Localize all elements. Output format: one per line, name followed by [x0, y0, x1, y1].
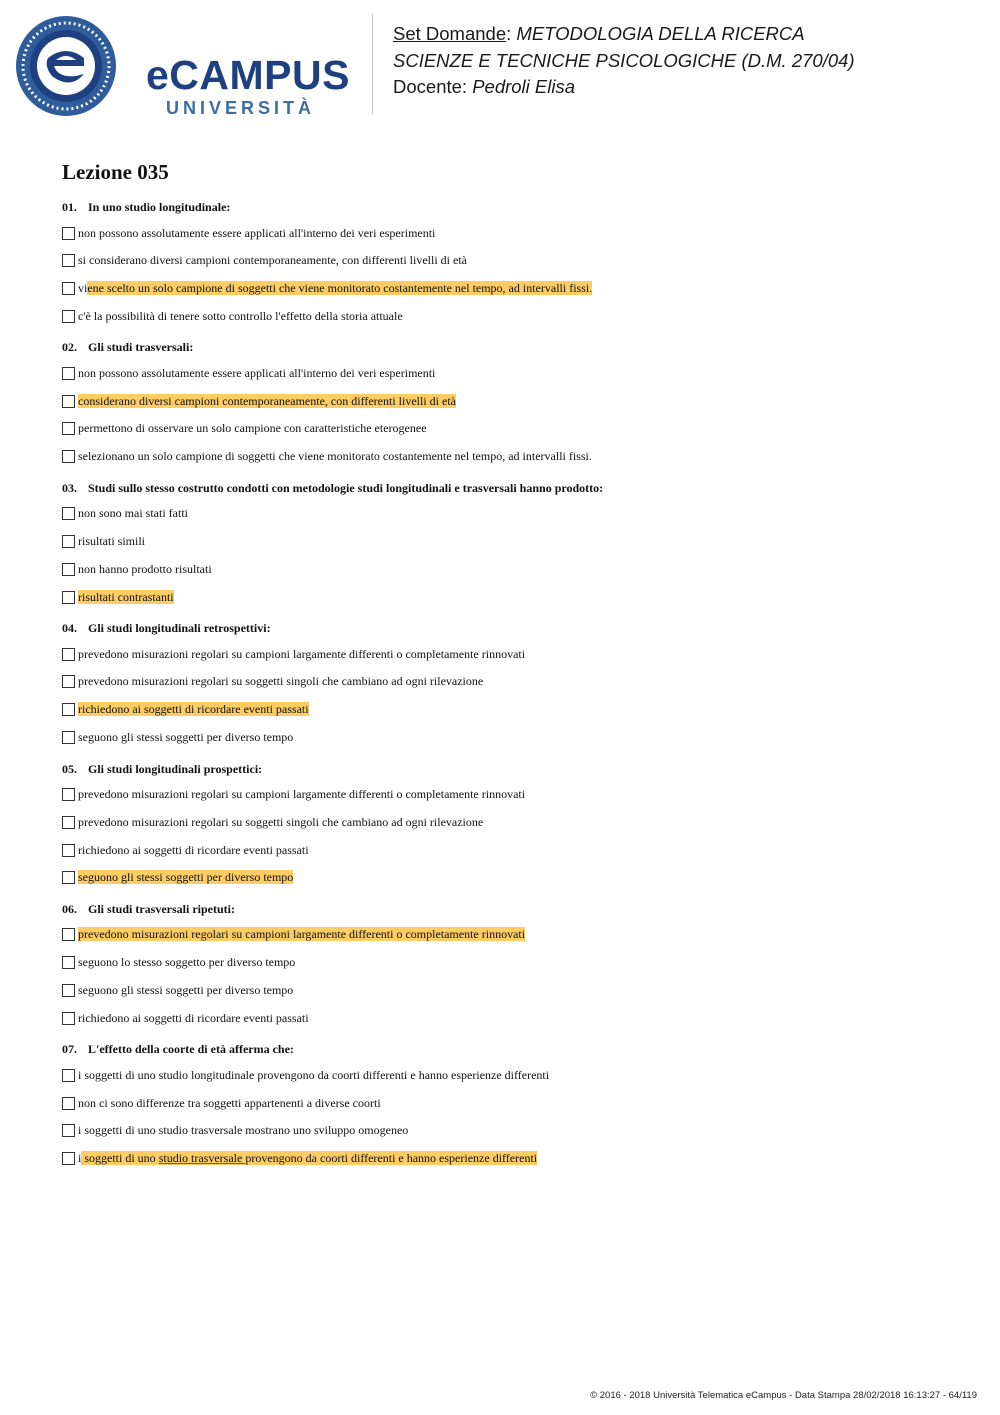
question-number: 07. [62, 1042, 77, 1057]
answer-text-part: richiedono ai soggetti di ricordare eventi passati [78, 1010, 309, 1025]
answer-option[interactable] [62, 730, 962, 746]
highlighted-answer-text: studio trasversale [158, 1151, 246, 1166]
question-text: Gli studi trasversali: [88, 340, 194, 355]
answer-text [78, 843, 309, 858]
question-title [62, 1041, 962, 1057]
answer-option[interactable] [62, 534, 962, 550]
highlighted-answer-text: soggetti di uno [81, 1151, 159, 1166]
answer-text [78, 590, 174, 605]
answer-text [78, 309, 403, 324]
answer-text [78, 647, 525, 662]
answer-text-part: seguono gli stessi soggetti per diverso tempo [78, 983, 294, 998]
highlighted-answer-text: richiedono ai soggetti di ricordare eventi passati [78, 702, 309, 717]
question-block [62, 480, 962, 605]
answer-checkbox[interactable] [62, 928, 75, 941]
question-list [62, 199, 962, 1167]
ecampus-logo [14, 14, 359, 119]
lesson-content [62, 160, 962, 1182]
answer-text [78, 449, 592, 464]
answer-text [78, 730, 293, 745]
answer-option[interactable] [62, 787, 962, 803]
answer-checkbox[interactable] [62, 844, 75, 857]
answer-option[interactable] [62, 646, 962, 662]
highlighted-answer-text: considerano diversi campioni contemporaneamente, con differenti livelli di età [78, 393, 456, 408]
question-number: 03. [62, 480, 77, 495]
answer-checkbox[interactable] [62, 1124, 75, 1137]
answer-text-part: prevedono misurazioni regolari su soggetti singoli che cambiano ad ogni rilevazione [78, 814, 484, 829]
answer-checkbox[interactable] [62, 1012, 75, 1025]
answer-text-part: seguono gli stessi soggetti per diverso tempo [78, 730, 294, 745]
answer-text-part: non sono mai stati fatti [78, 506, 188, 521]
answer-text-part: risultati simili [78, 534, 146, 549]
highlighted-answer-text: ene scelto un solo campione di soggetti che viene monitorato costantemente nel tempo, ad intervalli fissi. [87, 281, 593, 296]
answer-checkbox[interactable] [62, 591, 75, 604]
answer-option[interactable] [62, 561, 962, 577]
question-text: Gli studi longitudinali retrospettivi: [88, 621, 271, 636]
answer-checkbox[interactable] [62, 956, 75, 969]
answer-checkbox[interactable] [62, 788, 75, 801]
answer-checkbox[interactable] [62, 816, 75, 829]
answer-checkbox[interactable] [62, 367, 75, 380]
answer-checkbox[interactable] [62, 1097, 75, 1110]
answer-option[interactable] [62, 674, 962, 690]
answer-option[interactable] [62, 983, 962, 999]
answer-checkbox[interactable] [62, 422, 75, 435]
answer-text-part: selezionano un solo campione di soggetti che viene monitorato costantemente nel tempo, ad intervalli fissi. [78, 449, 592, 464]
answer-text [78, 702, 309, 717]
header-divider [372, 14, 373, 114]
docente-name: Pedroli Elisa [472, 76, 576, 97]
answer-text-part: non possono assolutamente essere applicati all'interno dei veri esperimenti [78, 225, 436, 240]
answer-checkbox[interactable] [62, 675, 75, 688]
answer-checkbox[interactable] [62, 310, 75, 323]
question-block [62, 199, 962, 324]
course-title: METODOLOGIA DELLA RICERCA [516, 23, 805, 44]
answer-text-part: prevedono misurazioni regolari su soggetti singoli che cambiano ad ogni rilevazione [78, 674, 484, 689]
answer-option[interactable] [62, 1095, 962, 1111]
answer-checkbox[interactable] [62, 227, 75, 240]
answer-text-part: non possono assolutamente essere applicati all'interno dei veri esperimenti [78, 365, 436, 380]
answer-option[interactable] [62, 955, 962, 971]
question-text: In uno studio longitudinale: [88, 200, 231, 214]
answer-option[interactable] [62, 393, 962, 409]
set-label: Set Domande [393, 23, 507, 44]
answer-checkbox[interactable] [62, 648, 75, 661]
answer-text [78, 1068, 549, 1083]
answer-text [78, 281, 592, 296]
answer-text [78, 955, 295, 970]
answer-option[interactable] [62, 1151, 962, 1167]
answer-checkbox[interactable] [62, 731, 75, 744]
question-title [62, 620, 962, 636]
answer-option[interactable] [62, 253, 962, 269]
answer-option[interactable] [62, 589, 962, 605]
answer-option[interactable] [62, 421, 962, 437]
answer-checkbox[interactable] [62, 871, 75, 884]
answer-text [78, 983, 293, 998]
answer-text [78, 562, 212, 577]
answer-option[interactable] [62, 365, 962, 381]
answer-text [78, 815, 483, 830]
answer-text-part: richiedono ai soggetti di ricordare eventi passati [78, 842, 309, 857]
question-number: 06. [62, 901, 77, 916]
answer-option[interactable] [62, 449, 962, 465]
answer-text-part: vi [78, 281, 88, 296]
question-title [62, 339, 962, 355]
question-text: Gli studi longitudinali prospettici: [88, 761, 263, 776]
answer-checkbox[interactable] [62, 703, 75, 716]
answer-option[interactable] [62, 1067, 962, 1083]
answer-text-part: prevedono misurazioni regolari su campioni largamente differenti o completamente rinnovati [78, 787, 526, 802]
answer-text-part: si considerano diversi campioni contemporaneamente, con differenti livelli di età [78, 253, 467, 268]
answer-text-part: non hanno prodotto risultati [78, 561, 212, 576]
question-number: 01. [62, 200, 77, 214]
question-number: 02. [62, 340, 77, 355]
answer-text [78, 1096, 381, 1111]
question-title [62, 901, 962, 917]
highlighted-answer-text: prevedono misurazioni regolari su campioni largamente differenti o completamente rinnovati [78, 927, 526, 942]
question-block [62, 339, 962, 464]
answer-checkbox[interactable] [62, 984, 75, 997]
highlighted-answer-text: risultati contrastanti [78, 589, 174, 604]
answer-checkbox[interactable] [62, 535, 75, 548]
answer-text [78, 253, 467, 268]
answer-option[interactable] [62, 927, 962, 943]
answer-text [78, 1151, 537, 1166]
answer-option[interactable] [62, 814, 962, 830]
page-footer: © 2016 - 2018 Università Telematica eCampus - Data Stampa 28/02/2018 16:13:27 - 64/119 [590, 1390, 977, 1401]
answer-text [78, 1123, 408, 1138]
docente-label: Docente: [393, 76, 468, 97]
highlighted-answer-text: seguono gli stessi soggetti per diverso tempo [78, 870, 294, 885]
answer-text [78, 674, 483, 689]
answer-text [78, 394, 456, 409]
answer-text [78, 870, 293, 885]
answer-text [78, 226, 435, 241]
answer-text-part: i [78, 1151, 82, 1166]
lesson-title: Lezione 035 [62, 160, 169, 184]
answer-checkbox[interactable] [62, 450, 75, 463]
answer-text [78, 421, 427, 436]
answer-text-part: permettono di osservare un solo campione con caratteristiche eterogenee [78, 421, 427, 436]
answer-option[interactable] [62, 702, 962, 718]
question-block [62, 620, 962, 745]
answer-text [78, 1011, 309, 1026]
answer-text-part: c'è la possibilità di tenere sotto controllo l'effetto della storia attuale [78, 308, 403, 323]
answer-text [78, 534, 145, 549]
answer-text [78, 506, 188, 521]
question-block [62, 761, 962, 886]
answer-checkbox[interactable] [62, 395, 75, 408]
question-text: Studi sullo stesso costrutto condotti con metodologie studi longitudinali e trasversali hanno prodotto: [88, 480, 604, 495]
question-title [62, 480, 962, 496]
answer-text-part: i soggetti di uno studio trasversale mostrano uno sviluppo omogeneo [78, 1123, 409, 1138]
answer-text [78, 927, 525, 942]
set-line: Set Domande: METODOLOGIA DELLA RICERCA [393, 23, 805, 44]
course-info [393, 21, 855, 101]
answer-text-part: i soggetti di uno studio longitudinale provengono da coorti differenti e hanno esperienze differenti [78, 1067, 550, 1082]
answer-text [78, 787, 525, 802]
question-number: 04. [62, 621, 77, 636]
answer-option[interactable] [62, 308, 962, 324]
question-title [62, 199, 962, 215]
answer-checkbox[interactable] [62, 1069, 75, 1082]
logo-subtitle: UNIVERSITÀ [166, 98, 316, 118]
answer-text-part: seguono lo stesso soggetto per diverso tempo [78, 955, 296, 970]
answer-checkbox[interactable] [62, 254, 75, 267]
answer-option[interactable] [62, 842, 962, 858]
docente-line [393, 74, 855, 101]
logo-wordmark: eCAMPUS [146, 52, 350, 98]
answer-option[interactable] [62, 1010, 962, 1026]
question-block [62, 1041, 962, 1166]
answer-option[interactable] [62, 225, 962, 241]
question-title [62, 761, 962, 777]
answer-option[interactable] [62, 281, 962, 297]
page-header [0, 0, 1000, 130]
answer-checkbox[interactable] [62, 282, 75, 295]
answer-checkbox[interactable] [62, 507, 75, 520]
question-block [62, 901, 962, 1026]
answer-text-part: non ci sono differenze tra soggetti appartenenti a diverse coorti [78, 1095, 381, 1110]
question-number: 05. [62, 761, 77, 776]
answer-option[interactable] [62, 870, 962, 886]
answer-text-part: prevedono misurazioni regolari su campioni largamente differenti o completamente rinnovati [78, 646, 526, 661]
answer-option[interactable] [62, 506, 962, 522]
answer-text [78, 366, 435, 381]
question-text: Gli studi trasversali ripetuti: [88, 901, 235, 916]
answer-checkbox[interactable] [62, 1152, 75, 1165]
highlighted-answer-text: provengono da coorti differenti e hanno esperienze differenti [245, 1151, 538, 1166]
answer-option[interactable] [62, 1123, 962, 1139]
question-text: L'effetto della coorte di età afferma che: [88, 1042, 294, 1057]
answer-checkbox[interactable] [62, 563, 75, 576]
ecampus-emblem-icon [14, 14, 118, 118]
course-program: SCIENZE E TECNICHE PSICOLOGICHE (D.M. 270/04) [393, 49, 855, 71]
